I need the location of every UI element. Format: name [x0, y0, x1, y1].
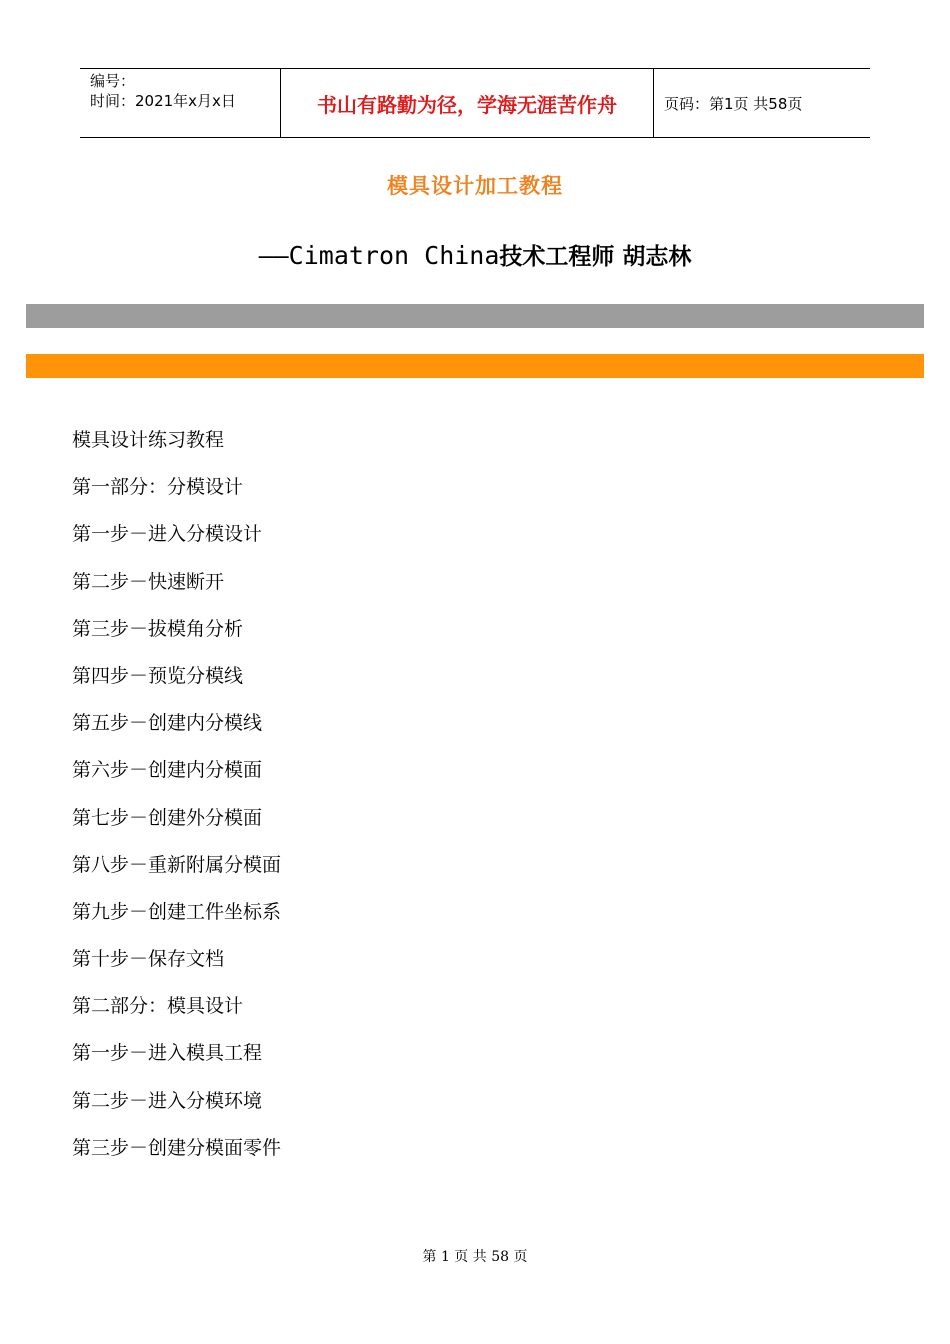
toc-item: 第七步－创建外分模面 [72, 806, 263, 829]
table-of-contents [72, 426, 281, 1181]
toc-item: 第一部分：分模设计 [72, 476, 244, 499]
toc-item: 第二部分：模具设计 [72, 995, 244, 1018]
toc-item: 第三步－拔模角分析 [72, 617, 244, 640]
document-number-label: 编号： [90, 72, 136, 90]
toc-item: 模具设计练习教程 [72, 429, 225, 451]
toc-item: 第十步－保存文档 [72, 948, 225, 971]
header-table [80, 68, 870, 138]
document-time-label: 时间：2021年x月x日 [90, 92, 236, 110]
document-title: 模具设计加工教程 [387, 174, 563, 198]
gray-divider-bar [26, 304, 924, 328]
toc-item: 第二步－进入分模环境 [72, 1089, 263, 1112]
header-page-info: 页码：第1页 共58页 [664, 94, 803, 113]
header-motto: 书山有路勤为径，学海无涯苦作舟 [281, 69, 654, 137]
toc-item: 第一步－进入分模设计 [72, 523, 263, 546]
subtitle-author: 技术工程师 胡志林 [499, 244, 692, 270]
toc-item: 第四步－预览分模线 [72, 664, 244, 687]
toc-item: 第二步－快速断开 [72, 570, 225, 593]
toc-item: 第六步－创建内分模面 [72, 759, 263, 782]
page-footer: 第 1 页 共 58 页 [422, 1249, 528, 1265]
toc-item: 第三步－创建分模面零件 [72, 1136, 282, 1159]
orange-divider-bar [26, 354, 924, 378]
header-meta-cell [80, 69, 281, 137]
subtitle-prefix: ——Cimatron China [258, 241, 500, 270]
toc-item: 第五步－创建内分模线 [72, 712, 263, 735]
document-subtitle [0, 238, 950, 271]
toc-item: 第九步－创建工件坐标系 [72, 900, 282, 923]
toc-item: 第一步－进入模具工程 [72, 1042, 263, 1065]
toc-item: 第八步－重新附属分模面 [72, 853, 282, 876]
